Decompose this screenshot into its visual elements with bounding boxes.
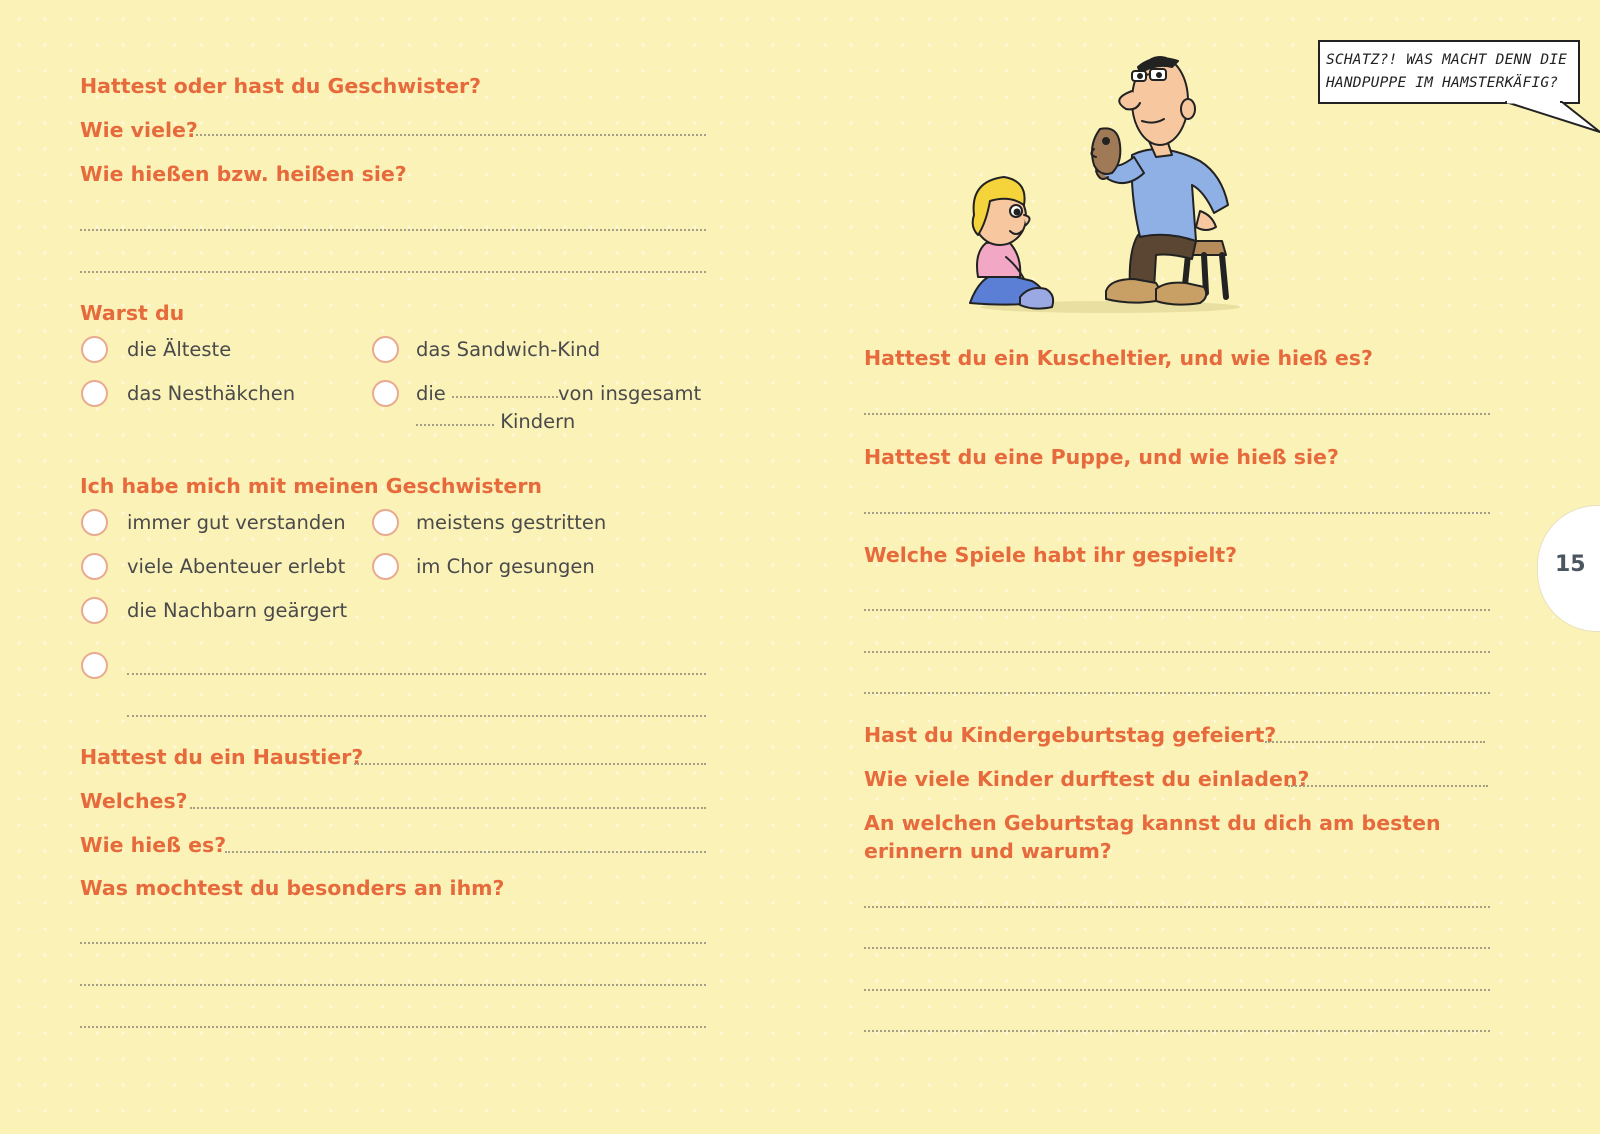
option-checkbox[interactable] <box>372 553 399 580</box>
option-label: das Sandwich-Kind <box>416 338 601 361</box>
total-children-blank[interactable] <box>416 424 494 426</box>
option-label: die Nachbarn geärgert <box>127 599 348 622</box>
games-line-3[interactable] <box>864 692 1490 694</box>
cuddly-toy-question: Hattest du ein Kuscheltier, und wie hieß es? <box>864 346 1373 370</box>
option-checkbox[interactable] <box>81 509 108 536</box>
option-checkbox[interactable] <box>81 336 108 363</box>
speech-bubble-line-2: HANDPUPPE IM HAMSTERKÄFIG? <box>1326 75 1559 91</box>
pet-liked-line-2[interactable] <box>80 984 706 986</box>
siblings-question: Hattest oder hast du Geschwister? <box>80 74 482 98</box>
custom-suffix: Kindern <box>500 410 576 433</box>
speech-bubble-tail-icon <box>1500 100 1600 140</box>
games-line-2[interactable] <box>864 651 1490 653</box>
custom-birth-order-option <box>416 381 701 407</box>
cuddly-toy-line[interactable] <box>864 413 1490 415</box>
option-label: immer gut verstanden <box>127 511 346 534</box>
sibling-names-line-1[interactable] <box>80 229 706 231</box>
doll-line[interactable] <box>864 512 1490 514</box>
option-label: das Nesthäkchen <box>127 382 296 405</box>
cartoon-illustration-icon <box>960 45 1280 325</box>
pet-name-line[interactable] <box>225 851 706 853</box>
sibling-names-label: Wie hießen bzw. heißen sie? <box>80 162 407 186</box>
how-many-line[interactable] <box>196 134 706 136</box>
position-blank[interactable] <box>452 396 558 398</box>
pet-liked-line-1[interactable] <box>80 942 706 944</box>
speech-bubble-line-1: SCHATZ?! WAS MACHT DENN DIE <box>1326 52 1568 68</box>
birthday-party-question: Hast du Kindergeburtstag gefeiert? <box>864 723 1277 747</box>
memorable-birthday-line-4[interactable] <box>864 1030 1490 1032</box>
option-checkbox[interactable] <box>372 336 399 363</box>
page-number: 15 <box>1555 552 1586 577</box>
memorable-birthday-question: An welchen Geburtstag kannst du dich am besten erinnern und warum? <box>864 811 1441 863</box>
pet-name-label: Wie hieß es? <box>80 833 227 857</box>
option-label: meistens gestritten <box>416 511 607 534</box>
how-many-label: Wie viele? <box>80 118 198 142</box>
option-label: die Älteste <box>127 338 232 361</box>
custom-relationship-line-1[interactable] <box>127 673 706 675</box>
memorable-birthday-line-3[interactable] <box>864 989 1490 991</box>
memorable-birthday-line-2[interactable] <box>864 947 1490 949</box>
sibling-names-line-2[interactable] <box>80 271 706 273</box>
option-checkbox[interactable] <box>372 380 399 407</box>
pet-kind-line[interactable] <box>190 807 706 809</box>
custom-birth-order-total <box>416 409 575 435</box>
invite-count-question: Wie viele Kinder durftest du einladen? <box>864 767 1310 791</box>
doll-question: Hattest du eine Puppe, und wie hieß sie? <box>864 445 1339 469</box>
pet-liked-question: Was mochtest du besonders an ihm? <box>80 876 505 900</box>
custom-prefix: die <box>416 382 446 405</box>
option-label: viele Abenteuer erlebt <box>127 555 346 578</box>
custom-middle: von insgesamt <box>558 382 702 405</box>
option-checkbox[interactable] <box>81 597 108 624</box>
pet-question: Hattest du ein Haustier? <box>80 745 364 769</box>
birth-order-question: Warst du <box>80 301 185 325</box>
games-line-1[interactable] <box>864 609 1490 611</box>
option-label: im Chor gesungen <box>416 555 595 578</box>
option-checkbox[interactable] <box>81 380 108 407</box>
option-checkbox[interactable] <box>372 509 399 536</box>
option-checkbox[interactable] <box>81 652 108 679</box>
invite-count-line[interactable] <box>1288 785 1488 787</box>
option-checkbox[interactable] <box>81 553 108 580</box>
pet-liked-line-3[interactable] <box>80 1026 706 1028</box>
pet-line[interactable] <box>354 763 706 765</box>
custom-relationship-line-2[interactable] <box>127 715 706 717</box>
games-question: Welche Spiele habt ihr gespielt? <box>864 543 1238 567</box>
speech-bubble-text <box>1326 49 1578 95</box>
birthday-party-line[interactable] <box>1265 741 1485 743</box>
pet-kind-label: Welches? <box>80 789 188 813</box>
memorable-birthday-line-1[interactable] <box>864 906 1490 908</box>
relationship-question: Ich habe mich mit meinen Geschwistern <box>80 474 543 498</box>
